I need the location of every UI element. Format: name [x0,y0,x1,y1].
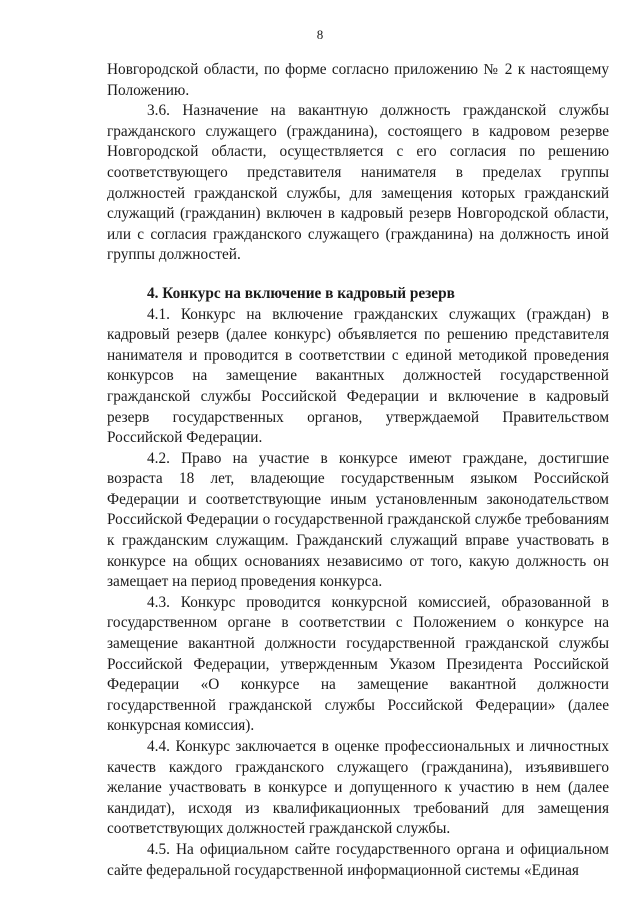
section-heading: 4. Конкурс на включение в кадровый резерв [147,284,455,302]
paragraph-4-1: 4.1. Конкурс на включение гражданских служащих (граждан) в кадровый резерв (далее конкурс) объявляется по решению представителя нанимателя и проводится в соответствии с единой методикой проведения конкурсов на замещение вакантных должностей государственной гражданской службы Российской Федерации и включение в кадровый резерв государственных органов, утверждаемой Правительством Российской Федерации. [107,305,609,447]
paragraph-4-4: 4.4. Конкурс заключается в оценке профессиональных и личностных качеств каждого гражданского служащего (гражданина), изъявившего желание участвовать в конкурсе и допущенного к участию в нем (далее кандидат), исходя из квалификационных требований для замещения соответствующих должностей гражданской службы. [107,738,609,838]
paragraph-4-2: 4.2. Право на участие в конкурсе имеют граждане, достигшие возраста 18 лет, владеющие государственным языком Российской Федерации и соответствующие иным установленным законодательством Российской Федерации о государственной гражданской службе требованиям к гражданским служащим. Гражданский служащий вправе участвовать в конкурсе на общих основаниях независимо от того, какую должность он замещает на период проведения конкурса. [107,449,609,591]
paragraph-continuation: Новгородской области, по форме согласно приложению № 2 к настоящему Положению. [107,61,609,99]
page-number: 8 [316,27,324,42]
paragraph-4-3: 4.3. Конкурс проводится конкурсной комиссией, образованной в государственном органе в соответствии с Положением о конкурсе на замещение вакантной должности государственной гражданской службы Российской Федерации, утвержденным Указом Президента Российской Федерации «О конкурсе на замещение вакантной должности государственной гражданской службы Российской Федерации» (далее конкурсная комиссия). [107,593,609,735]
paragraph-3-6: 3.6. Назначение на вакантную должность гражданской службы гражданского служащего (гражданина), состоящего в кадровом резерве Новгородской области, осуществляется с его согласия по решению соответствующего представителя нанимателя в пределах группы должностей гражданской службы, для замещения которых гражданский служащий (гражданин) включен в кадровый резерв Новгородской области, или с согласия гражданского служащего (гражданина) на должность иной группы должностей. [107,102,609,264]
paragraph-4-5: 4.5. На официальном сайте государственного органа и официальном сайте федеральной государственной информационной системы «Единая [107,840,609,879]
document-body [107,60,609,881]
